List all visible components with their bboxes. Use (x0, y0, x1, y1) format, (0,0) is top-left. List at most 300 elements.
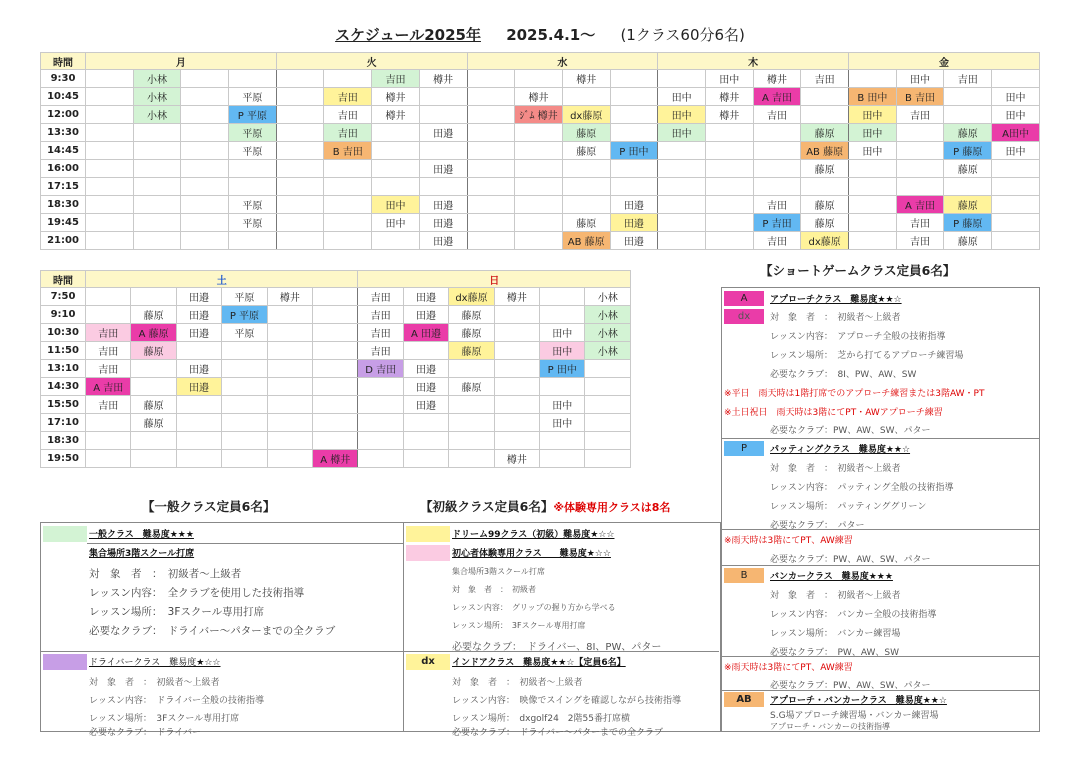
slot-cell (86, 288, 131, 306)
slot-cell (610, 160, 658, 178)
slot-cell (181, 106, 229, 124)
slot-cell: 小林 (133, 88, 181, 106)
slot-cell (849, 70, 897, 88)
day-header-0: 土 (86, 271, 358, 288)
day-header-4: 金 (849, 53, 1040, 70)
slot-cell: 吉田 (801, 70, 849, 88)
weekend-schedule-table (40, 270, 631, 468)
slot-cell (449, 432, 494, 450)
schedule-row (41, 288, 631, 306)
slot-cell (222, 396, 267, 414)
slot-cell (324, 214, 372, 232)
slot-cell: 吉田 (896, 232, 944, 250)
slot-cell: 吉田 (896, 214, 944, 232)
slot-cell: 田中 (540, 342, 585, 360)
schedule-row (41, 432, 631, 450)
taiken-target: 対 象 者 ： 初級者 (452, 585, 536, 594)
time-cell: 14:45 (41, 142, 86, 160)
slot-cell (658, 160, 706, 178)
slot-cell (276, 196, 324, 214)
time-header: 時間 (41, 271, 86, 288)
slot-cell (372, 178, 420, 196)
slot-cell (176, 414, 221, 432)
slot-cell (276, 142, 324, 160)
schedule-row (41, 378, 631, 396)
slot-cell (610, 106, 658, 124)
slot-cell: 藤原 (449, 324, 494, 342)
slot-cell (801, 88, 849, 106)
time-cell: 12:00 (41, 106, 86, 124)
slot-cell: 吉田 (372, 70, 420, 88)
ippan-target: 対 象 者 ： 初級者～上級者 (89, 568, 242, 580)
slot-cell: 田邉 (176, 360, 221, 378)
slot-cell (705, 160, 753, 178)
slot-cell: 藤原 (131, 396, 176, 414)
slot-cell (494, 324, 539, 342)
putting-name: パッティングクラス 難易度★★☆ (770, 445, 911, 455)
slot-cell: 平原 (222, 288, 267, 306)
slot-cell: A 樽井 (313, 450, 358, 468)
slot-cell: 田邉 (419, 214, 467, 232)
slot-cell: 吉田 (358, 288, 403, 306)
day-header-1: 火 (276, 53, 467, 70)
slot-cell (610, 88, 658, 106)
slot-cell (515, 232, 563, 250)
slot-cell: 田邉 (176, 306, 221, 324)
slot-cell: 田中 (540, 414, 585, 432)
taiken-clubs: 必要なクラブ： ドライバー、8I、PW、パター (452, 642, 662, 653)
slot-cell (222, 432, 267, 450)
indoor-name: インドアクラス 難易度★★☆【定員6名】 (452, 658, 626, 668)
slot-cell: dx藤原 (801, 232, 849, 250)
slot-cell (705, 214, 753, 232)
slot-cell: 藤原 (562, 124, 610, 142)
slot-cell (849, 214, 897, 232)
slot-cell (467, 124, 515, 142)
slot-cell: A 吉田 (86, 378, 131, 396)
approach-warn-weekday: ※平日 雨天時は1階打席でのアプローチ練習または3階AW・PT (724, 389, 985, 399)
slot-cell (276, 214, 324, 232)
slot-cell (992, 232, 1040, 250)
approach-badge-dx: dx (724, 309, 764, 324)
slot-cell: 樽井 (494, 450, 539, 468)
ippan-location: レッスン場所： 3Fスクール専用打席 (89, 606, 265, 618)
slot-cell: A田中 (992, 124, 1040, 142)
slot-cell (494, 378, 539, 396)
slot-cell: 平原 (229, 88, 277, 106)
slot-cell (585, 396, 631, 414)
slot-cell (610, 124, 658, 142)
slot-cell: 藤原 (131, 342, 176, 360)
slot-cell: 田中 (540, 396, 585, 414)
slot-cell: 樽井 (753, 70, 801, 88)
slot-cell (358, 450, 403, 468)
slot-cell (585, 432, 631, 450)
slot-cell: 藤原 (801, 124, 849, 142)
approach-content: レッスン内容： アプローチ全般の技術指導 (770, 332, 946, 342)
slot-cell (992, 70, 1040, 88)
time-cell: 13:10 (41, 360, 86, 378)
slot-cell (181, 88, 229, 106)
slot-cell (131, 378, 176, 396)
slot-cell: AB 藤原 (801, 142, 849, 160)
putting-badge: P (724, 441, 764, 456)
slot-cell (403, 432, 448, 450)
taiken-place: 集合場所3階スクール打席 (452, 567, 545, 576)
time-cell: 10:30 (41, 324, 86, 342)
slot-cell: 田邉 (403, 360, 448, 378)
slot-cell: 樽井 (705, 88, 753, 106)
slot-cell: 小林 (585, 306, 631, 324)
slot-cell (944, 106, 992, 124)
slot-cell (181, 178, 229, 196)
general-panel (40, 522, 404, 738)
slot-cell (133, 160, 181, 178)
slot-cell (494, 432, 539, 450)
slot-cell (419, 142, 467, 160)
slot-cell: A 吉田 (753, 88, 801, 106)
slot-cell: A 田邉 (403, 324, 448, 342)
bunker-warn: ※雨天時は3階にてPT、AW練習 (724, 663, 853, 673)
bunker-content: レッスン内容： バンカー全般の技術指導 (770, 610, 937, 620)
general-section-title: 【一般クラス定員6名】 (142, 499, 276, 514)
slot-cell (181, 142, 229, 160)
bunker-clubs: 必要なクラブ： PW、AW、SW (770, 648, 900, 658)
slot-cell: dx藤原 (449, 288, 494, 306)
beginner-section-label: 【初級クラス定員6名】 (420, 499, 554, 514)
slot-cell (372, 160, 420, 178)
slot-cell (467, 214, 515, 232)
slot-cell: B 吉田 (896, 88, 944, 106)
slot-cell (944, 178, 992, 196)
slot-cell (181, 214, 229, 232)
time-cell: 18:30 (41, 432, 86, 450)
schedule-row (41, 414, 631, 432)
slot-cell: 田邉 (610, 232, 658, 250)
slot-cell (276, 124, 324, 142)
schedule-row (41, 88, 1040, 106)
weekday-schedule-table (40, 52, 1040, 250)
slot-cell (313, 432, 358, 450)
slot-cell (86, 450, 131, 468)
slot-cell (753, 160, 801, 178)
driver-name: ドライバークラス 難易度★☆☆ (89, 658, 221, 668)
slot-cell (403, 450, 448, 468)
slot-cell: 田中 (372, 196, 420, 214)
slot-cell: 田中 (372, 214, 420, 232)
time-cell: 16:00 (41, 160, 86, 178)
slot-cell (229, 178, 277, 196)
slot-cell (313, 342, 358, 360)
slot-cell (403, 342, 448, 360)
slot-cell (585, 378, 631, 396)
slot-cell (86, 160, 134, 178)
slot-cell (467, 160, 515, 178)
slot-cell: 平原 (229, 124, 277, 142)
schedule-row (41, 306, 631, 324)
slot-cell (267, 396, 312, 414)
slot-cell: 田中 (849, 124, 897, 142)
time-cell: 7:50 (41, 288, 86, 306)
approach-clubs-rain: 必要なクラブ：PW、AW、SW、パター (770, 426, 931, 436)
slot-cell: 田中 (992, 88, 1040, 106)
slot-cell (467, 70, 515, 88)
time-cell: 19:45 (41, 214, 86, 232)
slot-cell (467, 88, 515, 106)
slot-cell: 樽井 (562, 70, 610, 88)
beginner-section-title (420, 497, 670, 515)
slot-cell (494, 360, 539, 378)
slot-cell: 吉田 (324, 88, 372, 106)
slot-cell (467, 106, 515, 124)
shortgame-panel (721, 287, 1040, 732)
slot-cell: 田中 (849, 106, 897, 124)
slot-cell: 吉田 (324, 106, 372, 124)
slot-cell (176, 396, 221, 414)
indoor-content: レッスン内容： 映像でスイングを確認しながら技術指導 (452, 696, 682, 706)
slot-cell (131, 360, 176, 378)
slot-cell: 田邉 (176, 324, 221, 342)
slot-cell: 樽井 (515, 88, 563, 106)
schedule-row (41, 106, 1040, 124)
putting-content: レッスン内容： パッティング全般の技術指導 (770, 483, 954, 493)
slot-cell (276, 88, 324, 106)
slot-cell (515, 178, 563, 196)
slot-cell: 小林 (585, 342, 631, 360)
slot-cell: P 吉田 (753, 214, 801, 232)
bunker-badge: B (724, 568, 764, 583)
slot-cell (358, 414, 403, 432)
slot-cell: 田中 (658, 124, 706, 142)
slot-cell (358, 396, 403, 414)
slot-cell (324, 160, 372, 178)
slot-cell: 田邉 (610, 196, 658, 214)
slot-cell (562, 178, 610, 196)
slot-cell: 藤原 (562, 142, 610, 160)
slot-cell: 田邉 (610, 214, 658, 232)
indoor-target: 対 象 者 ： 初級者～上級者 (452, 678, 583, 688)
slot-cell: 小林 (133, 106, 181, 124)
schedule-row (41, 124, 1040, 142)
ippan-name: 一般クラス 難易度★★★ (89, 530, 194, 540)
ippan-content: レッスン内容： 全クラブを使用した技術指導 (89, 587, 305, 599)
slot-cell (467, 196, 515, 214)
slot-cell: 吉田 (896, 106, 944, 124)
slot-cell (313, 414, 358, 432)
slot-cell: 田邉 (403, 288, 448, 306)
slot-cell (944, 88, 992, 106)
slot-cell: 樽井 (494, 288, 539, 306)
slot-cell (515, 160, 563, 178)
schedule-row (41, 324, 631, 342)
slot-cell (358, 378, 403, 396)
approach-name: アプローチクラス 難易度★★☆ (770, 295, 902, 305)
slot-cell (419, 178, 467, 196)
dream-swatch (406, 526, 450, 542)
title-main: スケジュール2025年 (335, 26, 481, 44)
slot-cell (229, 70, 277, 88)
slot-cell (131, 450, 176, 468)
slot-cell (181, 70, 229, 88)
slot-cell (86, 106, 134, 124)
slot-cell (540, 378, 585, 396)
slot-cell: 吉田 (86, 360, 131, 378)
slot-cell: 田邉 (419, 124, 467, 142)
slot-cell (133, 178, 181, 196)
slot-cell: 藤原 (562, 214, 610, 232)
approach-clubs: 必要なクラブ： 8I、PW、AW、SW (770, 370, 917, 380)
slot-cell (229, 232, 277, 250)
slot-cell (133, 142, 181, 160)
slot-cell (267, 324, 312, 342)
slot-cell (449, 396, 494, 414)
slot-cell (494, 342, 539, 360)
slot-cell (229, 160, 277, 178)
slot-cell: 田中 (992, 106, 1040, 124)
putting-clubs: 必要なクラブ： パター (770, 521, 865, 531)
day-header-1: 日 (358, 271, 631, 288)
slot-cell: 樽井 (705, 106, 753, 124)
slot-cell: 田中 (896, 70, 944, 88)
schedule-row (41, 396, 631, 414)
slot-cell (86, 196, 134, 214)
slot-cell (494, 306, 539, 324)
slot-cell (562, 160, 610, 178)
approach-target: 対 象 者 ： 初級者～上級者 (770, 313, 901, 323)
slot-cell (267, 342, 312, 360)
slot-cell: 平原 (229, 196, 277, 214)
slot-cell: 藤原 (449, 342, 494, 360)
day-header-0: 月 (86, 53, 277, 70)
slot-cell (896, 124, 944, 142)
slot-cell: 藤原 (449, 378, 494, 396)
slot-cell (849, 178, 897, 196)
slot-cell (540, 288, 585, 306)
slot-cell: 田邉 (419, 232, 467, 250)
time-cell: 21:00 (41, 232, 86, 250)
slot-cell (467, 232, 515, 250)
slot-cell (658, 178, 706, 196)
slot-cell: 田邉 (403, 306, 448, 324)
time-cell: 13:30 (41, 124, 86, 142)
slot-cell (658, 142, 706, 160)
slot-cell (176, 342, 221, 360)
slot-cell: 吉田 (753, 106, 801, 124)
slot-cell (753, 178, 801, 196)
slot-cell: 吉田 (944, 70, 992, 88)
day-header-2: 水 (467, 53, 658, 70)
slot-cell (562, 196, 610, 214)
slot-cell: 藤原 (801, 196, 849, 214)
slot-cell: 吉田 (753, 196, 801, 214)
slot-cell: P 平原 (222, 306, 267, 324)
slot-cell: 藤原 (944, 232, 992, 250)
slot-cell (276, 106, 324, 124)
slot-cell (449, 414, 494, 432)
slot-cell (585, 450, 631, 468)
slot-cell: 小林 (133, 70, 181, 88)
time-cell: 17:15 (41, 178, 86, 196)
slot-cell (372, 142, 420, 160)
bunker-name: バンカークラス 難易度★★★ (770, 572, 893, 582)
slot-cell (372, 124, 420, 142)
page-title (0, 24, 1080, 45)
title-date: 2025.4.1～ (506, 26, 596, 44)
slot-cell (181, 124, 229, 142)
slot-cell: 藤原 (131, 306, 176, 324)
slot-cell (324, 232, 372, 250)
slot-cell: 平原 (229, 214, 277, 232)
slot-cell: 田中 (658, 106, 706, 124)
schedule-row (41, 178, 1040, 196)
schedule-row (41, 214, 1040, 232)
slot-cell (276, 160, 324, 178)
slot-cell (515, 196, 563, 214)
slot-cell (222, 450, 267, 468)
slot-cell: 田邉 (176, 288, 221, 306)
slot-cell: 田邉 (403, 378, 448, 396)
ippan-place: 集合場所3階スクール打席 (89, 549, 195, 559)
slot-cell (133, 196, 181, 214)
slot-cell (467, 142, 515, 160)
slot-cell (658, 214, 706, 232)
weekend-header-row (41, 271, 631, 288)
slot-cell (313, 396, 358, 414)
slot-cell: 小林 (585, 324, 631, 342)
slot-cell: P 田中 (540, 360, 585, 378)
slot-cell: B 吉田 (324, 142, 372, 160)
slot-cell (276, 232, 324, 250)
slot-cell (176, 450, 221, 468)
slot-cell: 藤原 (801, 214, 849, 232)
slot-cell (540, 450, 585, 468)
ab-content: アプローチ・バンカーの技術指導 (770, 722, 890, 731)
taiken-content: レッスン内容： グリップの握り方から学べる (452, 603, 616, 612)
slot-cell (992, 178, 1040, 196)
slot-cell (324, 70, 372, 88)
putting-warn: ※雨天時は3階にてPT、AW練習 (724, 536, 853, 546)
time-cell: 10:45 (41, 88, 86, 106)
ab-badge: AB (724, 692, 764, 707)
slot-cell (896, 160, 944, 178)
slot-cell (753, 124, 801, 142)
slot-cell (86, 88, 134, 106)
slot-cell: 藤原 (131, 414, 176, 432)
slot-cell (181, 232, 229, 250)
schedule-row (41, 360, 631, 378)
slot-cell (131, 432, 176, 450)
driver-swatch (43, 654, 87, 670)
schedule-row (41, 196, 1040, 214)
approach-location: レッスン場所： 芝から打てるアプローチ練習場 (770, 351, 964, 361)
beginner-section-note: ※体験専用クラスは8名 (553, 501, 671, 514)
slot-cell (992, 214, 1040, 232)
slot-cell (705, 124, 753, 142)
time-cell: 9:30 (41, 70, 86, 88)
indoor-badge: dx (406, 654, 450, 670)
slot-cell: 田中 (705, 70, 753, 88)
ippan-row (41, 525, 403, 544)
ab-name: アプローチ・バンカークラス 難易度★★☆ (770, 696, 947, 706)
slot-cell: 平原 (229, 142, 277, 160)
driver-location: レッスン場所： 3Fスクール専用打席 (89, 714, 240, 724)
slot-cell: 田邉 (419, 160, 467, 178)
slot-cell: 吉田 (753, 232, 801, 250)
slot-cell: ｼﾞﾑ 樽井 (515, 106, 563, 124)
slot-cell (801, 178, 849, 196)
slot-cell (658, 232, 706, 250)
slot-cell (449, 360, 494, 378)
